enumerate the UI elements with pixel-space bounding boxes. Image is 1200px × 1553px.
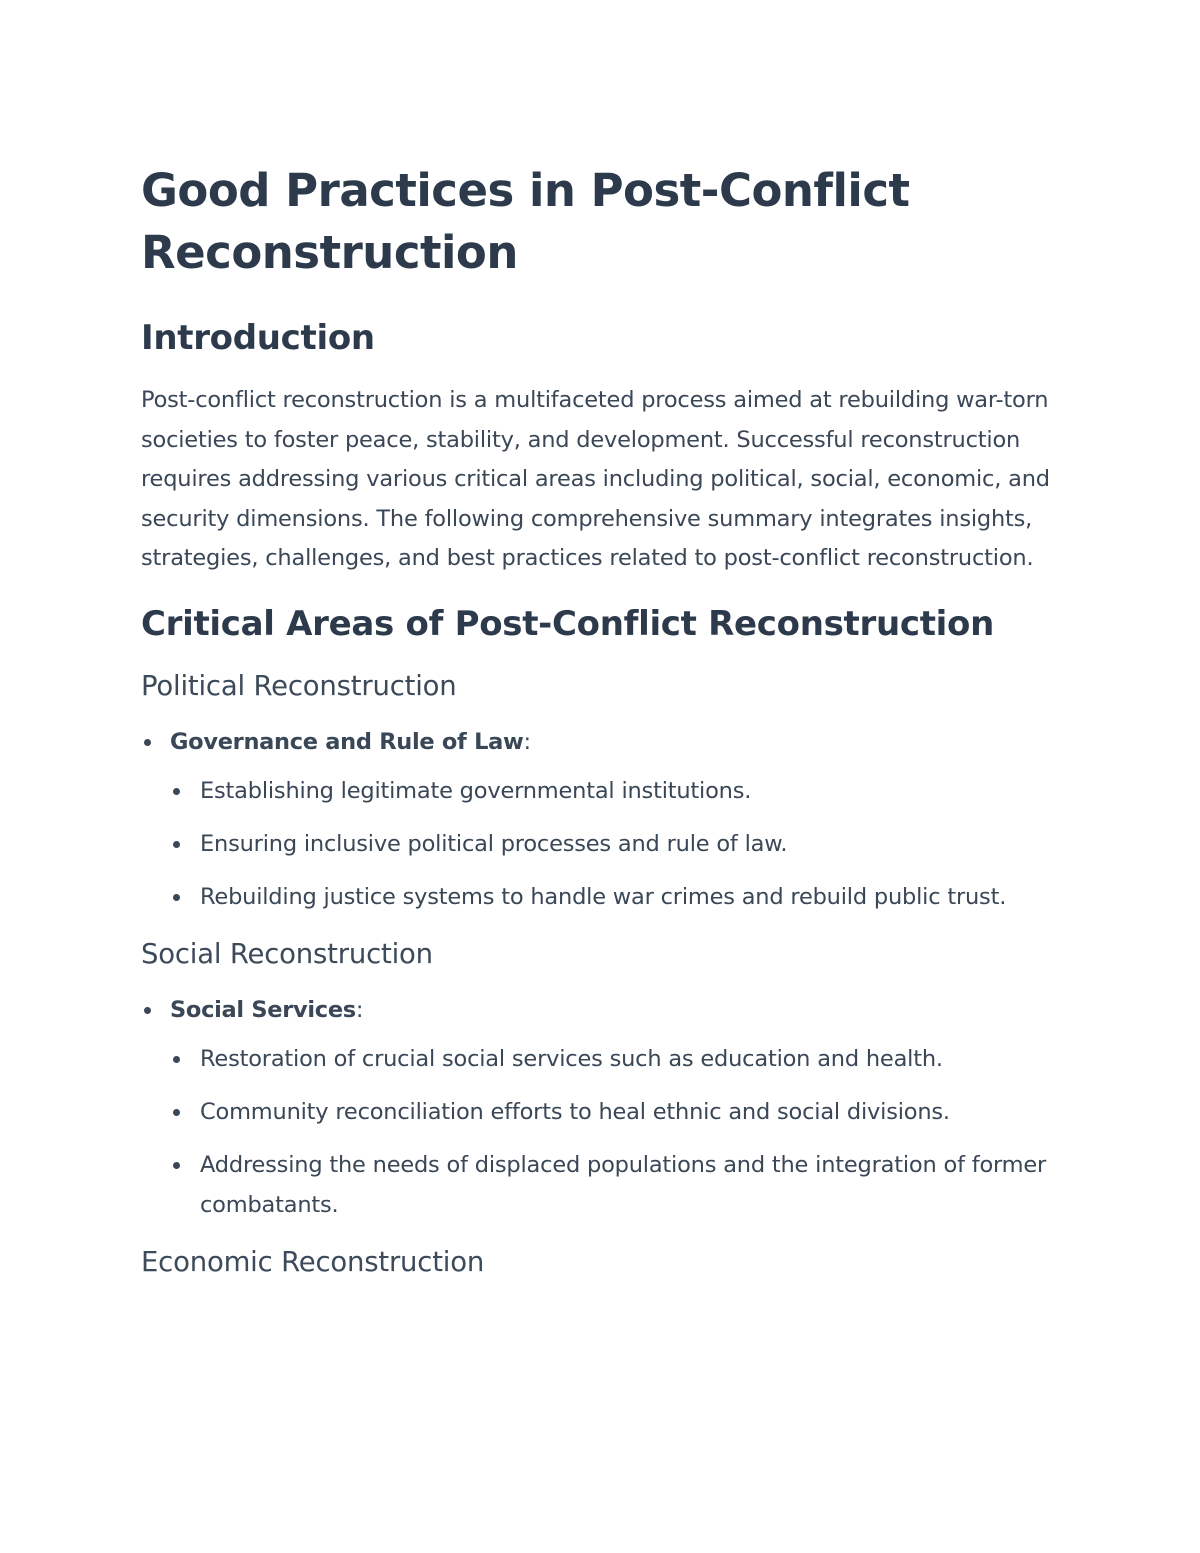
bullet-icon [173,788,180,795]
social-reconstruction-heading: Social Reconstruction [141,937,433,970]
list-item [170,824,1071,864]
bullet-icon [173,1109,180,1116]
lead-label: Governance and Rule of Law [170,728,524,755]
economic-reconstruction-heading: Economic Reconstruction [141,1245,485,1278]
bullet-icon [144,1007,151,1014]
lead-label: Social Services [170,996,356,1023]
list-item [141,995,1071,1225]
lead-colon: : [523,728,531,755]
political-reconstruction-heading: Political Reconstruction [141,669,457,702]
lead-colon: : [355,996,364,1023]
bullet-icon [173,841,180,848]
document-page [141,160,1071,1282]
list-item [170,1039,1071,1079]
list-item [170,1092,1071,1132]
social-services-lead [170,997,363,1023]
social-list [141,995,1071,1225]
bullet-icon [173,1162,180,1169]
bullet-icon [173,894,180,901]
list-item-text: Community reconciliation efforts to heal ethnic and social divisions. [200,1098,950,1125]
list-item [170,1145,1071,1225]
bullet-icon [173,1056,180,1063]
list-item-text: Restoration of crucial social services such as education and health. [200,1045,943,1072]
list-item-text: Ensuring inclusive political processes and rule of law. [200,830,788,857]
list-item-text: Establishing legitimate governmental institutions. [200,777,752,804]
political-sublist [170,771,1071,917]
list-item [170,877,1071,917]
document-title: Good Practices in Post-Conflict Reconstruction [141,164,910,279]
social-sublist [170,1039,1071,1225]
political-list [141,727,1071,917]
introduction-paragraph: Post-conflict reconstruction is a multifaceted process aimed at rebuilding war-torn societies to foster peace, stability, and development. Successful reconstruction requires addressing various critical areas including political, social, economic, and security dimensions. The following comprehensive summary integrates insights, strategies, challenges, and best practices related to post-conflict reconstruction. [141,387,1050,571]
bullet-icon [144,739,151,746]
list-item [141,727,1071,917]
critical-areas-heading: Critical Areas of Post-Conflict Reconstruction [141,603,995,644]
governance-lead [170,729,531,755]
list-item-text: Rebuilding justice systems to handle war crimes and rebuild public trust. [200,883,1007,910]
introduction-heading: Introduction [141,318,375,358]
list-item-text: Addressing the needs of displaced populations and the integration of former combatants. [200,1151,1047,1218]
list-item [170,771,1071,811]
